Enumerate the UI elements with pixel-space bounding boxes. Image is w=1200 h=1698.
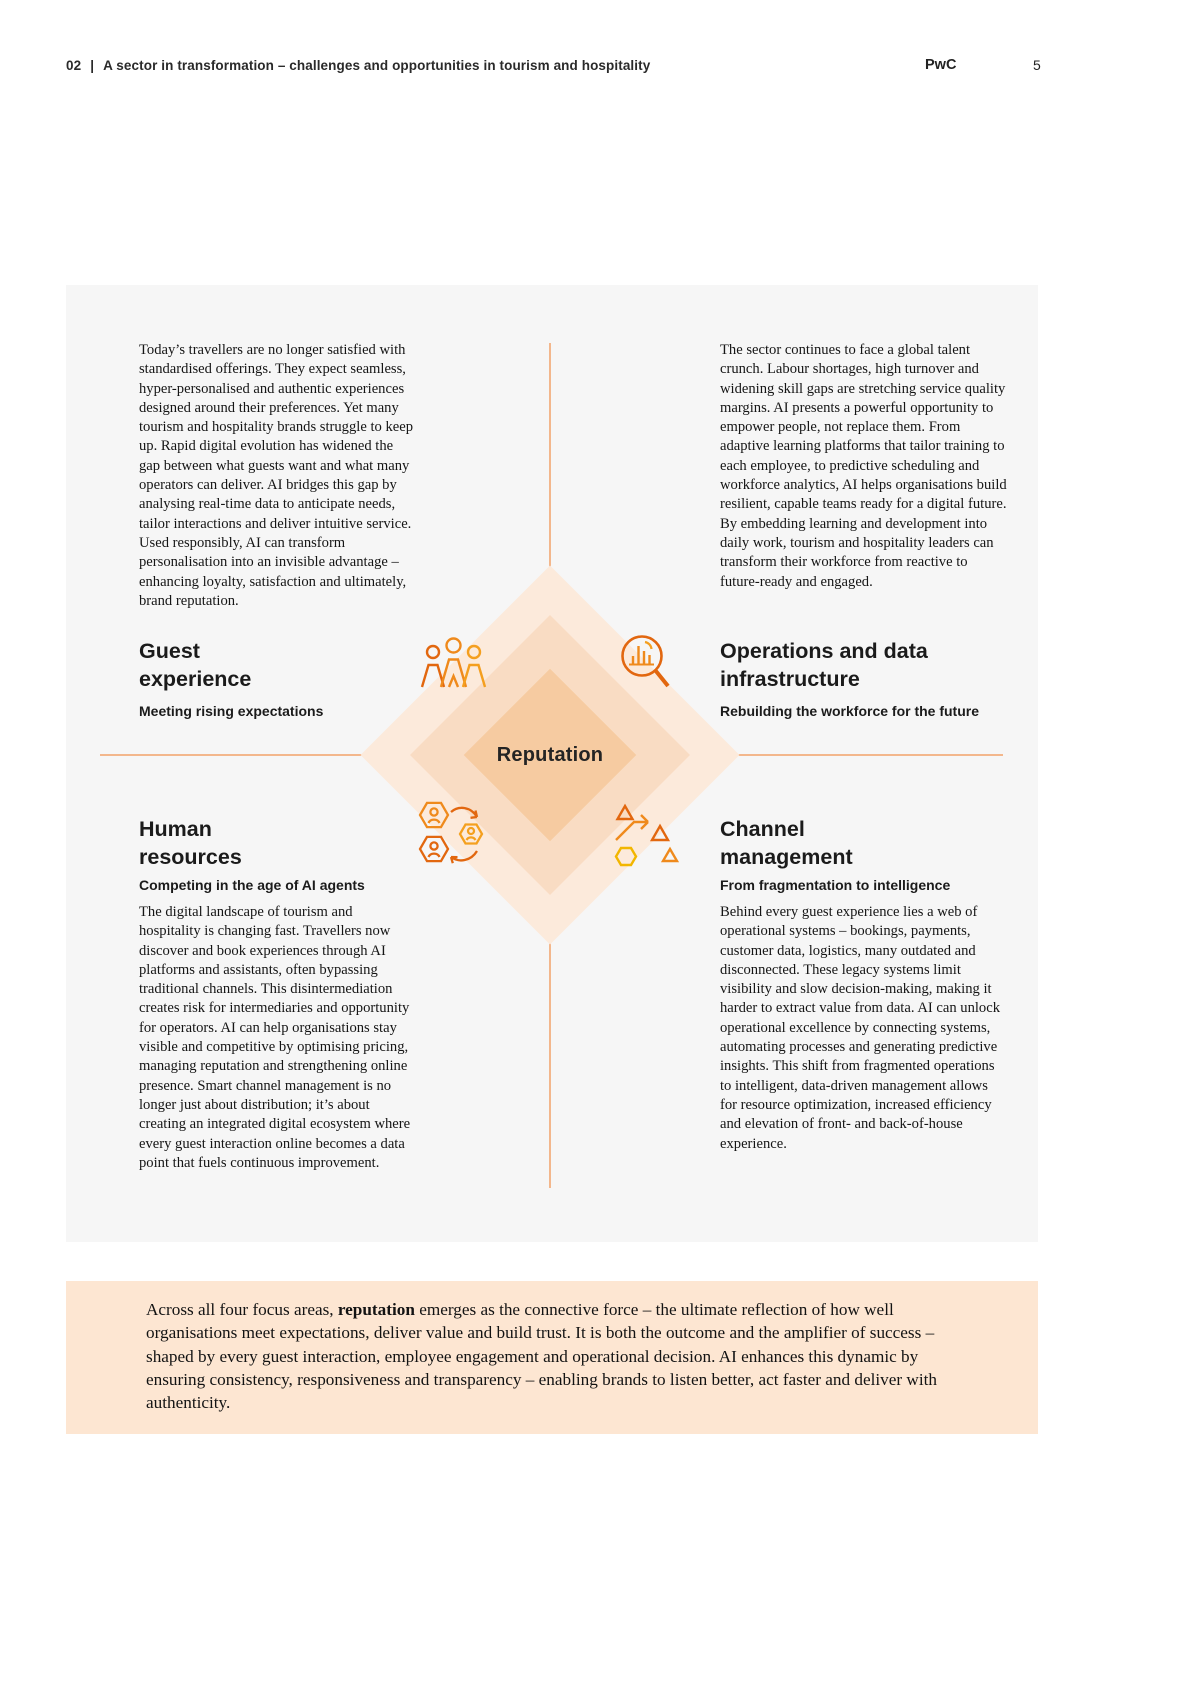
reputation-label: Reputation	[496, 744, 604, 766]
people-icon	[415, 634, 492, 695]
hexagon-people-icon-graphic	[413, 798, 497, 868]
title-line: Guest	[139, 639, 200, 663]
search-chart-icon	[615, 631, 672, 698]
channel-management-subtitle: From fragmentation to intelligence	[720, 877, 951, 893]
human-resources-title	[139, 815, 242, 871]
header-left	[66, 58, 650, 73]
triangles-arrow-icon-graphic	[608, 802, 692, 868]
title-line: Channel	[720, 817, 805, 841]
people-icon-graphic	[415, 634, 492, 695]
title-line: resources	[139, 845, 242, 869]
header-divider: |	[90, 58, 95, 73]
channel-management-title	[720, 815, 853, 871]
guest-experience-body: Today’s travellers are no longer satisfied with standardised offerings. They expect seamless, hyper-personalised and authentic experiences designed around their preferences. Yet many tourism and hospitality brands struggle to keep up. Rapid digital evolution has widened the gap between what guests want and what many operators can deliver. AI bridges this gap by analysing real-time data to anticipate needs, tailor interactions and deliver intuitive service. Used responsibly, AI can transform personalisation into an invisible advantage – enhancing loyalty, satisfaction and ultimately, brand reputation.	[139, 342, 413, 609]
callout-lead: Across all four focus areas,	[146, 1300, 338, 1319]
guest-experience-subtitle: Meeting rising expectations	[139, 703, 324, 719]
title-line: Human	[139, 817, 212, 841]
callout-rest: emerges as the connective force – the ultimate reflection of how well organisations meet expectations, deliver value and build trust. It is both the outcome and the amplifier of success – shaped by every guest interaction, employee engagement and operational decision. AI enhances this dynamic by ensuring consistency, responsiveness and transparency – enabling brands to listen better, act faster and deliver with authenticity.	[146, 1300, 937, 1413]
page-number: 5	[1033, 57, 1041, 73]
title-line: management	[720, 845, 853, 869]
page-header	[66, 58, 1134, 80]
hexagon-people-icon	[413, 798, 497, 868]
callout-text	[146, 1298, 942, 1414]
title-line: experience	[139, 667, 252, 691]
channel-management-body: Behind every guest experience lies a web of operational systems – bookings, payments, customer data, logistics, many outdated and disconnected. These legacy systems limit visibility and slow decision-making, making it harder to extract value from data. AI can unlock operational excellence by connecting systems, automating processes and generating predictive insights. This shift from fragmented operations to intelligent, data-driven management allows for resource optimization, increased efficiency and elevation of front- and back-of-house experience.	[720, 904, 1000, 1152]
section-number: 02	[66, 58, 82, 73]
reputation-callout	[66, 1281, 1038, 1434]
operations-subtitle: Rebuilding the workforce for the future	[720, 703, 980, 719]
guest-experience-title	[139, 637, 251, 693]
title-line: infrastructure	[720, 667, 860, 691]
human-resources-body: The digital landscape of tourism and hospitality is changing fast. Travellers now discover and book experiences through AI platforms and assistants, often bypassing traditional channels. This disintermediation creates risk for intermediaries and opportunity for operators. AI can help organisations stay visible and competitive by optimising pricing, managing reputation and strengthening online presence. Smart channel management is no longer just about distribution; it’s about creating an integrated digital ecosystem where every guest interaction online becomes a data point that fuels continuous improvement.	[139, 904, 411, 1171]
triangles-arrow-icon	[608, 802, 692, 868]
search-chart-icon-graphic	[615, 631, 672, 698]
operations-title	[720, 637, 928, 693]
callout-emphasis: reputation	[337, 1300, 415, 1319]
brand-logo: PwC	[925, 57, 957, 73]
human-resources-subtitle: Competing in the age of AI agents	[139, 877, 365, 893]
title-line: Operations and data	[720, 639, 928, 663]
operations-body: The sector continues to face a global talent crunch. Labour shortages, high turnover and widening skill gaps are stretching service quality margins. AI presents a powerful opportunity to empower people, not replace them. From adaptive learning platforms that tailor training to each employee, to predictive scheduling and workforce analytics, AI helps organisations build resilient, capable teams ready for a digital future. By embedding learning and development into daily work, tourism and hospitality leaders can transform their workforce from reactive to future-ready and engaged.	[720, 342, 1007, 590]
focus-areas-panel	[66, 285, 1038, 1242]
document-title: A sector in transformation – challenges and opportunities in tourism and hospitality	[103, 58, 651, 73]
